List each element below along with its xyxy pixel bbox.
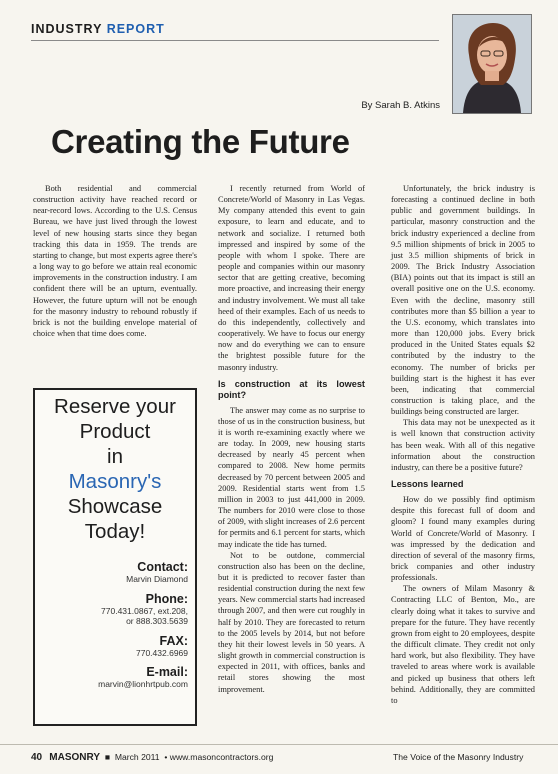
ad-contact bbox=[35, 560, 195, 585]
square-icon: ■ bbox=[104, 752, 111, 762]
footer-tagline: The Voice of the Masonry Industry bbox=[393, 752, 524, 762]
ad-fax bbox=[35, 634, 195, 659]
article-headline: Creating the Future bbox=[51, 123, 350, 160]
ad-line: Showcase bbox=[67, 495, 163, 518]
subheading: Is construction at its lowest point? bbox=[218, 378, 365, 400]
article-column-3 bbox=[391, 183, 535, 706]
paragraph: This data may not be unexpected as it is well known that construction activity has been weak. With all of this negative information about the construction industry, can there be a positive future? bbox=[391, 418, 535, 472]
ad-headline bbox=[35, 394, 195, 544]
article-column-1 bbox=[33, 183, 197, 339]
footer-left bbox=[31, 752, 273, 763]
subheading: Lessons learned bbox=[391, 479, 464, 490]
ad-email-address: marvin@lionhrtpub.com bbox=[98, 679, 188, 689]
ad-contact-label: Contact: bbox=[137, 560, 188, 574]
ad-fax-label: FAX: bbox=[159, 633, 188, 648]
header-rule bbox=[31, 40, 439, 41]
paragraph: How do we possibly find optimism despite this forecast full of doom and gloom? I found many examples during World of Concrete/World of Masonry. I was impressed by the dedication and direction of several of the masonry firms, brick companies and other industry professionals. bbox=[391, 495, 535, 583]
magazine-name: MASONRY bbox=[49, 752, 101, 763]
author-photo bbox=[452, 14, 532, 114]
ad-phone-2: or 888.303.5639 bbox=[126, 616, 188, 626]
page-number: 40 bbox=[31, 752, 43, 763]
byline: By Sarah B. Atkins bbox=[361, 100, 440, 111]
author-portrait-icon bbox=[453, 15, 531, 113]
section-label-word2: REPORT bbox=[106, 22, 165, 36]
ad-email bbox=[35, 665, 195, 690]
ad-phone-label: Phone: bbox=[145, 591, 188, 606]
section-label-word1: INDUSTRY bbox=[31, 22, 103, 36]
paragraph: Not to be outdone, commercial construction also has been on the decline, but it is predicted to recover faster than residential construction during the next few years. New commercial starts had increased through 2007, and then were cut roughly in half by 2010. They are forecasted to return to the 2005 levels by 2014, but not before they hit their lowest levels in 50 years. A slight growth in commercial construction is expected in 2011, with offices, banks and retail stores showing the most improvement. bbox=[218, 550, 365, 694]
ad-line: Reserve your bbox=[54, 395, 176, 418]
ad-contact-name: Marvin Diamond bbox=[126, 574, 188, 584]
issue-date: March 2011 bbox=[114, 752, 160, 762]
paragraph: I recently returned from World of Concrete/World of Masonry in Las Vegas. My company attended this event to gain exposure, to learn and educate, and to network and socialize. I returned both impressed and inspired by some of the people with whom I spoke. There are people and companies within our masonry sector that are getting creative, becoming more proactive, and increasing their energy and industry involvement. We must all take heed of their examples. Each of us needs to do this independently, collectively and cooperatively. We have to focus our energy now and do everything we can to ensure the brightest possible future for the masonry industry. bbox=[218, 184, 365, 372]
ad-email-label: E-mail: bbox=[146, 665, 188, 679]
ad-line: in bbox=[107, 445, 123, 468]
ad-phone-1: 770.431.0867, ext.208, bbox=[101, 605, 188, 616]
footer-url[interactable]: www.masoncontractors.org bbox=[169, 752, 274, 762]
section-label bbox=[31, 22, 165, 36]
paragraph: Unfortunately, the brick industry is forecasting a continued decline in both public and government buildings. In particular, masonry construction and the brick industry experienced a decline from 9.5 million shipments of brick in 2005 to just 3.5 million shipments of brick in 2009. The Brick Industry Association (BIA) points out that its impact is still an overall positive one on the U.S. economy. Even with the decline, masonry still contributes more than $5 billion a year to the U.S. economy, which translates into more than 120,000 jobs. Every brick produced in the United States equals $2 contributed by the industry to the economy. The number of bricks per building start is the highest it has ever been, indicating that commercial construction is taking place, and the buildings being constructed are larger. bbox=[391, 184, 535, 417]
ad-phone bbox=[35, 592, 195, 627]
ad-line: Product bbox=[79, 420, 151, 443]
bullet-icon: • bbox=[164, 752, 168, 762]
ad-line: Today! bbox=[84, 520, 146, 543]
paragraph: The owners of Milam Masonry & Contracting LLC of Benton, Mo., are clearly doing what it takes to survive and prepare for the future. They have recently grown from eight to 20 employees, despite the difficult climate. They credit not only hard work, but also flexibility. They have traveled to areas where work is available and picked up business that others left behind. Additionally, they are committed to bbox=[391, 584, 535, 705]
showcase-advertisement bbox=[33, 388, 197, 726]
ad-brand: Masonry's bbox=[68, 470, 162, 493]
footer-rule bbox=[0, 744, 558, 745]
paragraph: The answer may come as no surprise to those of us in the construction business, but it is worth re-examining exactly where we are today. In 2009, new housing starts decreased by nearly 45 percent when compared to 2008. New home permits decreased by 70 percent between 2005 and 2009. Residential starts went from 1.5 million in 2003 to just 441,000 in 2009. The numbers for 2010 were close to those of 2009, with slight increases of 2.6 percent for permits and 6.1 percent for starts, which may indicate the tide has turned. bbox=[218, 405, 365, 549]
ad-fax-number: 770.432.6969 bbox=[136, 647, 188, 658]
paragraph: Both residential and commercial construction activity have reached record or near-record lows. According to the U.S. Census Bureau, we have just lived through the lowest level of new housing starts since they began tracking this data in 1959. The trends are starting to change, but most experts agree there's a long way to go before we attain real economic improvements in the construction industry. I am confident there will be an upturn, eventually. However, the future upturn will not be enough for the masonry industry to rebound robustly if brick is not the building envelope material of choice when that time does come. bbox=[33, 184, 197, 339]
article-column-2 bbox=[218, 183, 365, 695]
